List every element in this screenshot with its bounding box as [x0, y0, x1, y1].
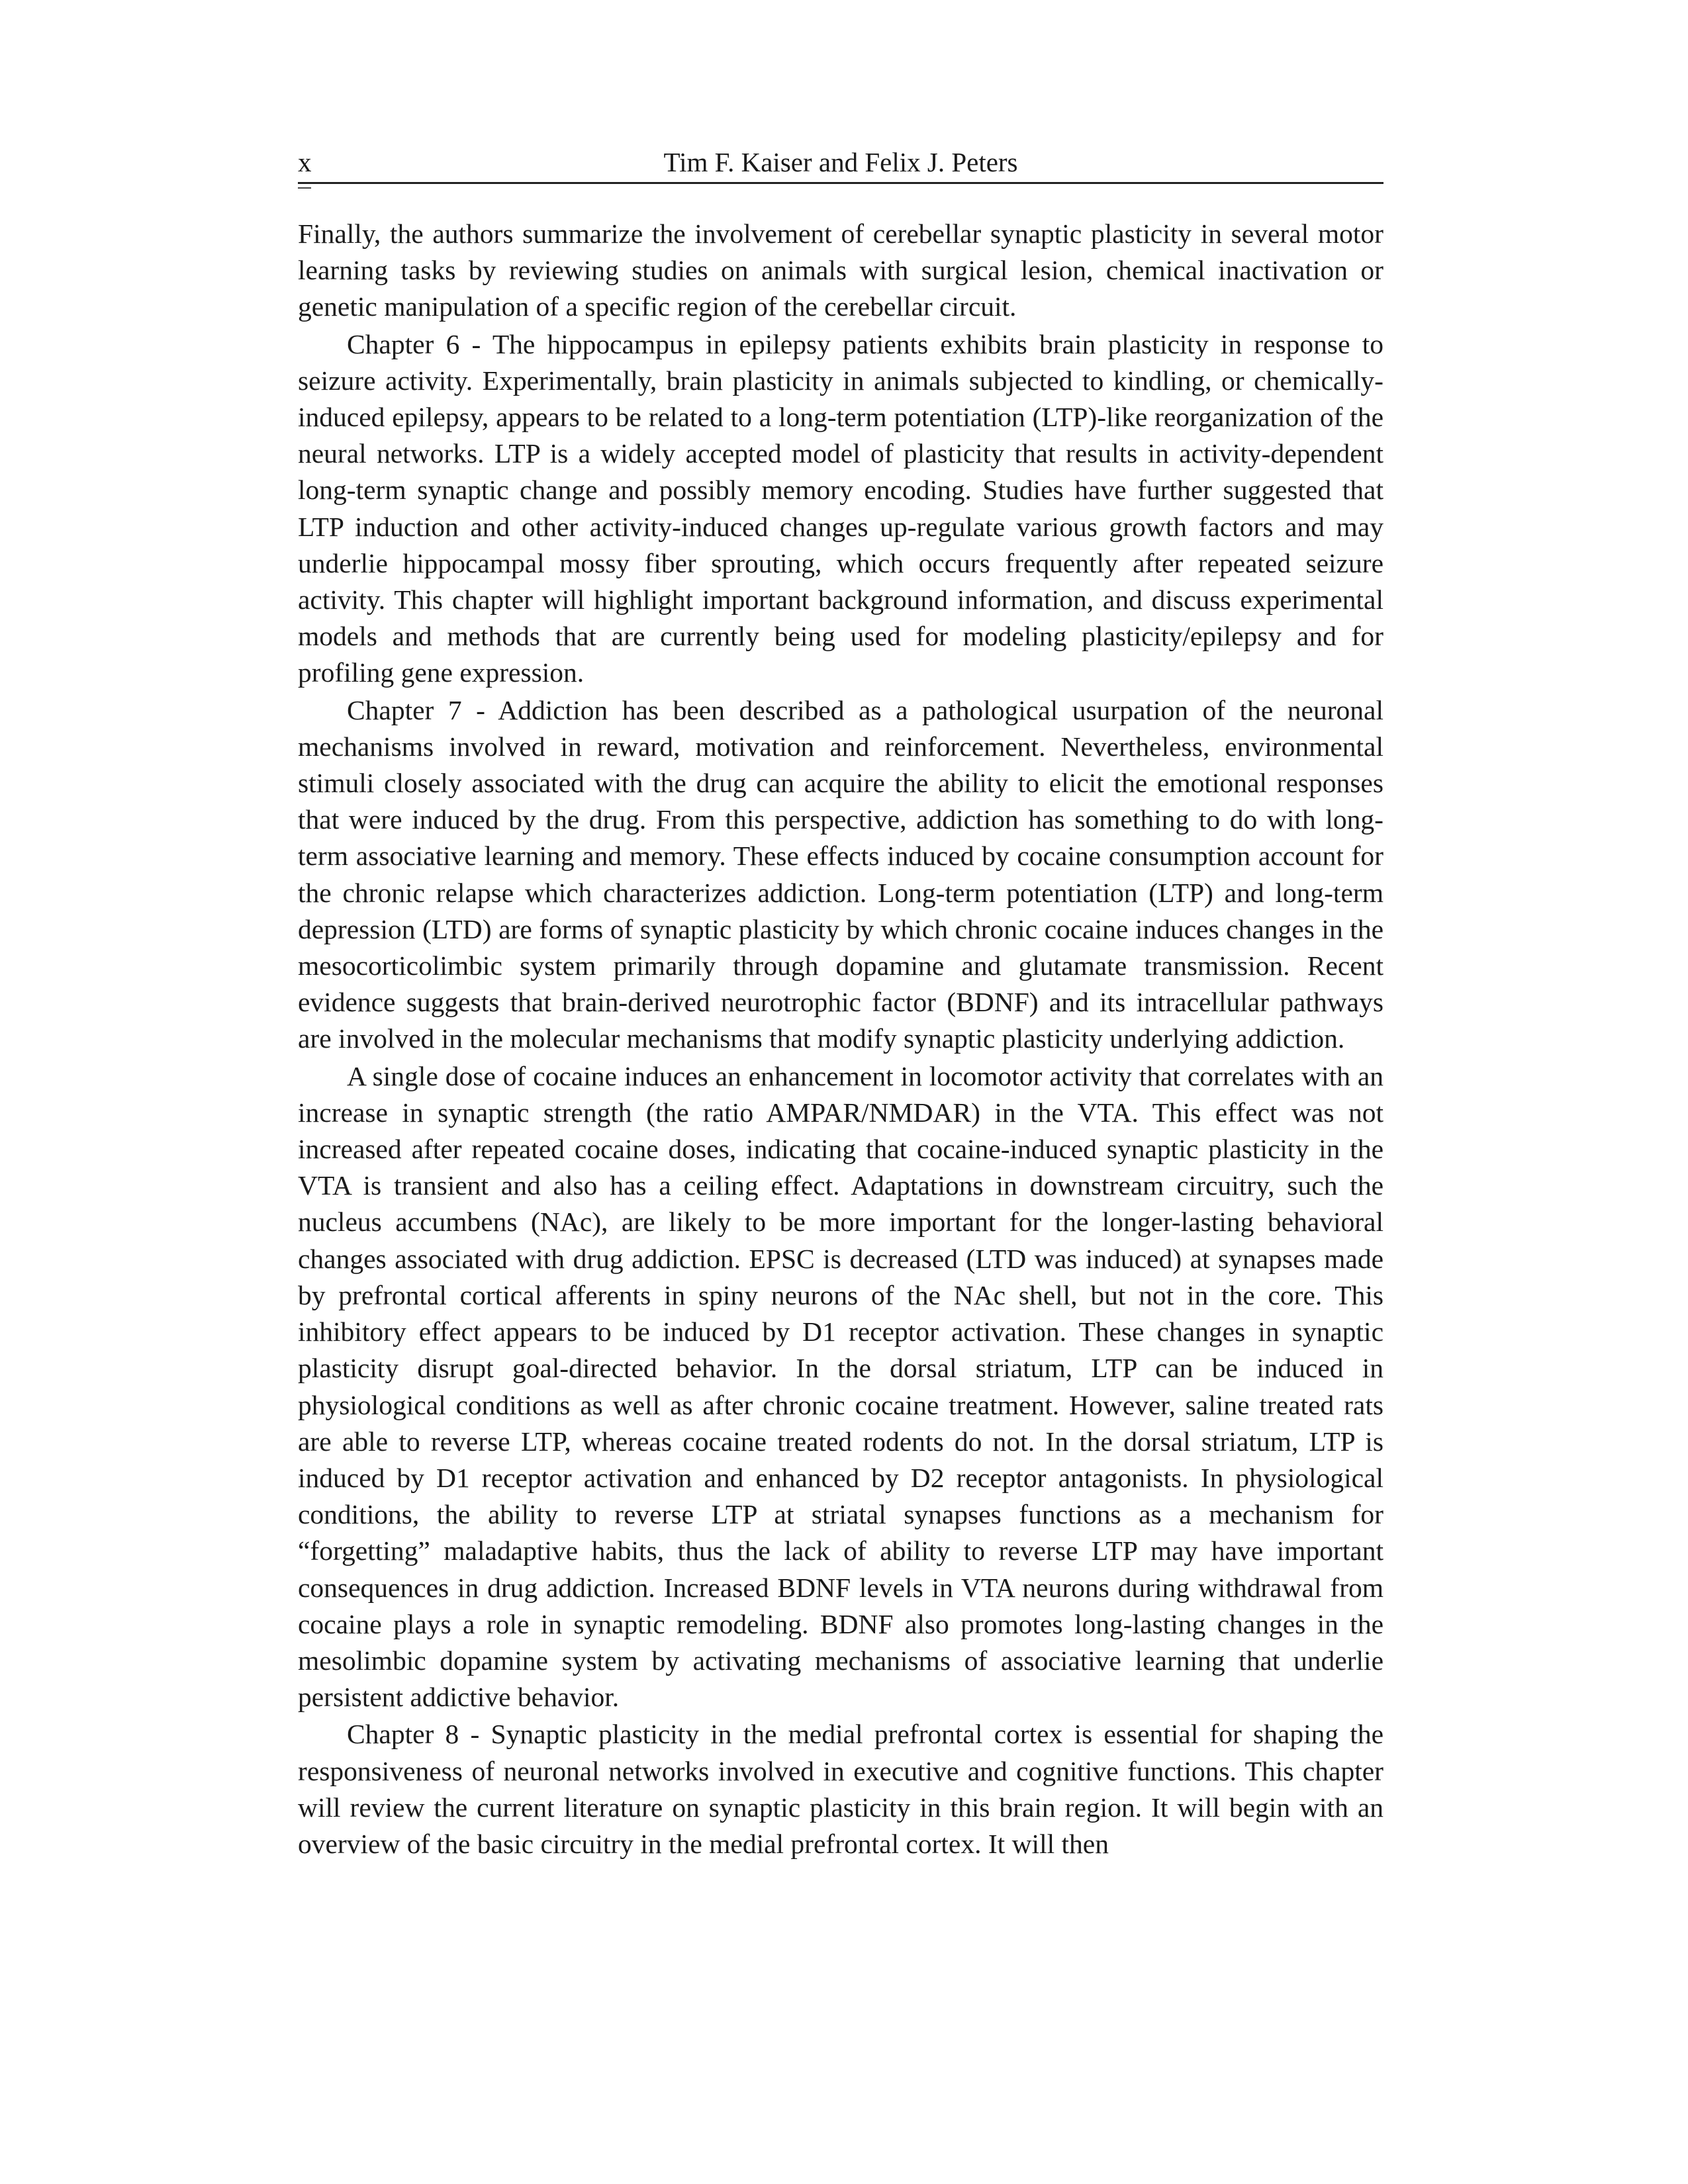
- page: [298, 142, 1383, 1863]
- running-header: [298, 142, 1383, 184]
- page-number-underline: [298, 187, 311, 189]
- paragraph-cocaine-dose: A single dose of cocaine induces an enhancement in locomotor activity that correlates with an increase in synaptic strength (the ratio AMPAR/NMDAR) in the VTA. This effect was not increased after repeated cocaine doses, indicating that cocaine-induced synaptic plasticity in the VTA is transient and also has a ceiling effect. Adaptations in downstream circuitry, such the nucleus accumbens (NAc), are likely to be more important for the longer-lasting behavioral changes associated with drug addiction. EPSC is decreased (LTD was induced) at synapses made by prefrontal cortical afferents in spiny neurons of the NAc shell, but not in the core. This inhibitory effect appears to be induced by D1 receptor activation. These changes in synaptic plasticity disrupt goal-directed behavior. In the dorsal striatum, LTP can be induced in physiological conditions as well as after chronic cocaine treatment. However, saline treated rats are able to reverse LTP, whereas cocaine treated rodents do not. In the dorsal striatum, LTP is induced by D1 receptor activation and enhanced by D2 receptor antagonists. In physiological conditions, the ability to reverse LTP at striatal synapses functions as a mechanism for “forgetting” maladaptive habits, thus the lack of ability to reverse LTP may have important consequences in drug addiction. Increased BDNF levels in VTA neurons during withdrawal from cocaine plays a role in synaptic remodeling. BDNF also promotes long-lasting changes in the mesolimbic dopamine system by activating mechanisms of associative learning that underlie persistent addictive behavior.: [298, 1060, 1383, 1713]
- header-authors: Tim F. Kaiser and Felix J. Peters: [663, 147, 1018, 177]
- page-number: x: [298, 147, 312, 177]
- body-text: [298, 216, 1383, 1863]
- paragraph-chapter-8: Chapter 8 - Synaptic plasticity in the medial prefrontal cortex is essential for shaping the responsiveness of neuronal networks involved in executive and cognitive functions. This chapter will review the current literature on synaptic plasticity in this brain region. It will begin with an overview of the basic circuitry in the medial prefrontal cortex. It will then: [298, 1719, 1383, 1859]
- paragraph-chapter-6: Chapter 6 - The hippocampus in epilepsy patients exhibits brain plasticity in response to seizure activity. Experimentally, brain plasticity in animals subjected to kindling, or chemically-induced epilepsy, appears to be related to a long-term potentiation (LTP)-like reorganization of the neural networks. LTP is a widely accepted model of plasticity that results in activity-dependent long-term synaptic change and possibly memory encoding. Studies have further suggested that LTP induction and other activity-induced changes up-regulate various growth factors and may underlie hippocampal mossy fiber sprouting, which occurs frequently after repeated seizure activity. This chapter will highlight important background information, and discuss experimental models and methods that are currently being used for modeling plasticity/epilepsy and for profiling gene expression.: [298, 328, 1383, 688]
- paragraph-chapter-7: Chapter 7 - Addiction has been described as a pathological usurpation of the neuronal mechanisms involved in reward, motivation and reinforcement. Nevertheless, environmental stimuli closely associated with the drug can acquire the ability to elicit the emotional responses that were induced by the drug. From this perspective, addiction has something to do with long-term associative learning and memory. These effects induced by cocaine consumption account for the chronic relapse which characterizes addiction. Long-term potentiation (LTP) and long-term depression (LTD) are forms of synaptic plasticity by which chronic cocaine induces changes in the mesocorticolimbic system primarily through dopamine and glutamate transmission. Recent evidence suggests that brain-derived neurotrophic factor (BDNF) and its intracellular pathways are involved in the molecular mechanisms that modify synaptic plasticity underlying addiction.: [298, 694, 1383, 1054]
- paragraph-1: Finally, the authors summarize the involvement of cerebellar synaptic plasticity in several motor learning tasks by reviewing studies on animals with surgical lesion, chemical inactivation or genetic manipulation of a specific region of the cerebellar circuit.: [298, 218, 1383, 322]
